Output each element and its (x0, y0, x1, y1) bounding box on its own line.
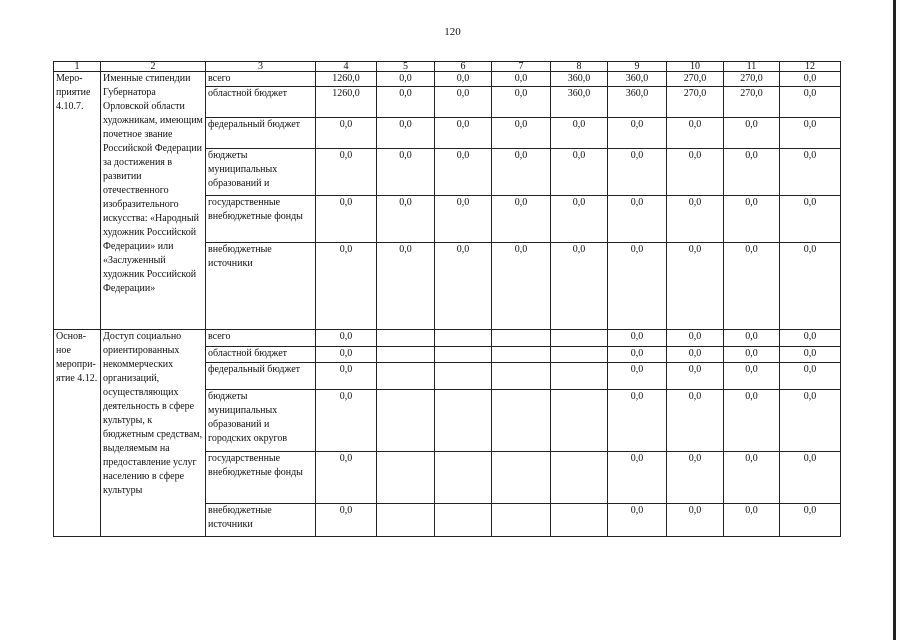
amount-cell: 270,0 (667, 72, 724, 87)
amount-cell: 0,0 (724, 390, 780, 452)
amount-cell: 0,0 (316, 196, 377, 243)
amount-cell: 0,0 (608, 196, 667, 243)
amount-cell: 0,0 (492, 87, 551, 118)
amount-cell: 0,0 (667, 363, 724, 390)
amount-cell: 0,0 (608, 243, 667, 330)
amount-cell: 0,0 (435, 243, 492, 330)
column-number: 2 (101, 62, 206, 72)
amount-cell (492, 504, 551, 537)
amount-cell: 0,0 (667, 390, 724, 452)
amount-cell: 0,0 (551, 149, 608, 196)
column-number: 1 (54, 62, 101, 72)
amount-cell: 360,0 (608, 87, 667, 118)
amount-cell: 0,0 (724, 149, 780, 196)
amount-cell: 0,0 (435, 149, 492, 196)
amount-cell: 0,0 (608, 149, 667, 196)
amount-cell: 0,0 (667, 149, 724, 196)
amount-cell: 0,0 (724, 196, 780, 243)
funding-source: областной бюджет (206, 347, 316, 363)
amount-cell: 0,0 (724, 452, 780, 504)
amount-cell: 0,0 (667, 243, 724, 330)
amount-cell: 0,0 (316, 452, 377, 504)
amount-cell: 1260,0 (316, 72, 377, 87)
amount-cell: 0,0 (492, 243, 551, 330)
amount-cell: 0,0 (316, 363, 377, 390)
funding-source: федеральный бюджет (206, 363, 316, 390)
amount-cell: 0,0 (551, 243, 608, 330)
amount-cell: 0,0 (492, 72, 551, 87)
column-number: 9 (608, 62, 667, 72)
funding-source: бюджеты муниципальных образований и (206, 149, 316, 196)
activity-code: Меро-приятие 4.10.7. (54, 72, 101, 330)
amount-cell: 0,0 (608, 347, 667, 363)
amount-cell: 0,0 (780, 330, 841, 347)
amount-cell (492, 347, 551, 363)
amount-cell: 0,0 (780, 504, 841, 537)
amount-cell: 0,0 (377, 243, 435, 330)
page-edge-rule (893, 0, 896, 640)
amount-cell: 0,0 (780, 452, 841, 504)
amount-cell: 0,0 (780, 72, 841, 87)
amount-cell (435, 330, 492, 347)
amount-cell (435, 504, 492, 537)
amount-cell: 0,0 (377, 149, 435, 196)
amount-cell: 0,0 (492, 118, 551, 149)
amount-cell (551, 347, 608, 363)
amount-cell (377, 363, 435, 390)
amount-cell: 0,0 (435, 196, 492, 243)
amount-cell: 0,0 (492, 196, 551, 243)
amount-cell: 0,0 (667, 347, 724, 363)
amount-cell: 0,0 (316, 347, 377, 363)
amount-cell: 0,0 (316, 504, 377, 537)
column-number: 12 (780, 62, 841, 72)
amount-cell (551, 330, 608, 347)
column-number: 4 (316, 62, 377, 72)
amount-cell: 360,0 (551, 87, 608, 118)
amount-cell: 0,0 (551, 196, 608, 243)
amount-cell (435, 347, 492, 363)
amount-cell (492, 390, 551, 452)
amount-cell: 0,0 (780, 363, 841, 390)
activity-name: Именные стипендии Губернатора Орловской области художникам, имеющим почетное звание Российской Федерации за достижения в развитии отечественного изобразительного искусства: «Народный художник Российской Федерации» или «Заслуженный художник Российской Федерации» (101, 72, 206, 330)
amount-cell: 0,0 (608, 504, 667, 537)
funding-source: государственные внебюджетные фонды (206, 452, 316, 504)
column-numbers-row (54, 62, 841, 72)
amount-cell: 0,0 (377, 196, 435, 243)
amount-cell (551, 504, 608, 537)
amount-cell: 0,0 (780, 390, 841, 452)
amount-cell: 0,0 (608, 118, 667, 149)
amount-cell: 0,0 (724, 363, 780, 390)
amount-cell (377, 330, 435, 347)
amount-cell: 0,0 (724, 118, 780, 149)
funding-source: внебюджетные источники (206, 504, 316, 537)
amount-cell: 0,0 (724, 347, 780, 363)
amount-cell (492, 452, 551, 504)
amount-cell: 0,0 (667, 118, 724, 149)
amount-cell (492, 330, 551, 347)
funding-source: областной бюджет (206, 87, 316, 118)
amount-cell (435, 452, 492, 504)
amount-cell: 0,0 (316, 118, 377, 149)
amount-cell: 0,0 (551, 118, 608, 149)
amount-cell (551, 452, 608, 504)
amount-cell: 0,0 (377, 118, 435, 149)
amount-cell: 0,0 (608, 452, 667, 504)
amount-cell (377, 390, 435, 452)
amount-cell: 0,0 (435, 118, 492, 149)
column-number: 7 (492, 62, 551, 72)
funding-source: федеральный бюджет (206, 118, 316, 149)
amount-cell: 0,0 (316, 390, 377, 452)
amount-cell: 0,0 (316, 330, 377, 347)
table-row (54, 330, 841, 347)
table-row (54, 72, 841, 87)
amount-cell: 0,0 (667, 330, 724, 347)
amount-cell: 270,0 (724, 72, 780, 87)
amount-cell (377, 452, 435, 504)
amount-cell (435, 390, 492, 452)
amount-cell: 0,0 (316, 149, 377, 196)
amount-cell: 0,0 (780, 149, 841, 196)
amount-cell: 0,0 (780, 347, 841, 363)
amount-cell: 0,0 (780, 243, 841, 330)
activity-code: Основ-ное меропри-ятие 4.12. (54, 330, 101, 537)
amount-cell: 0,0 (724, 243, 780, 330)
column-number: 11 (724, 62, 780, 72)
column-number: 8 (551, 62, 608, 72)
amount-cell: 270,0 (667, 87, 724, 118)
amount-cell: 0,0 (492, 149, 551, 196)
amount-cell: 360,0 (608, 72, 667, 87)
amount-cell (492, 363, 551, 390)
amount-cell: 0,0 (780, 196, 841, 243)
amount-cell: 270,0 (724, 87, 780, 118)
amount-cell: 0,0 (667, 504, 724, 537)
funding-source: внебюджетные источники (206, 243, 316, 330)
amount-cell: 0,0 (667, 452, 724, 504)
funding-source: всего (206, 330, 316, 347)
amount-cell: 0,0 (435, 72, 492, 87)
amount-cell: 0,0 (608, 330, 667, 347)
amount-cell (377, 504, 435, 537)
activity-name: Доступ социально ориентированных некоммерческих организаций, осуществляющих деятельность в сфере культуры, к бюджетным средствам, выделяемым на предоставление услуг населению в сфере культуры (101, 330, 206, 537)
amount-cell: 360,0 (551, 72, 608, 87)
amount-cell: 0,0 (377, 87, 435, 118)
amount-cell (551, 390, 608, 452)
amount-cell: 0,0 (608, 390, 667, 452)
amount-cell: 0,0 (724, 504, 780, 537)
amount-cell: 0,0 (316, 243, 377, 330)
budget-table (53, 61, 841, 537)
amount-cell: 0,0 (780, 87, 841, 118)
page-number: 120 (444, 26, 461, 38)
column-number: 10 (667, 62, 724, 72)
funding-source: бюджеты муниципальных образований и городских округов (206, 390, 316, 452)
amount-cell: 1260,0 (316, 87, 377, 118)
amount-cell: 0,0 (780, 118, 841, 149)
column-number: 6 (435, 62, 492, 72)
amount-cell: 0,0 (724, 330, 780, 347)
amount-cell: 0,0 (608, 363, 667, 390)
column-number: 5 (377, 62, 435, 72)
funding-source: государственные внебюджетные фонды (206, 196, 316, 243)
funding-source: всего (206, 72, 316, 87)
amount-cell (435, 363, 492, 390)
amount-cell: 0,0 (667, 196, 724, 243)
amount-cell: 0,0 (377, 72, 435, 87)
column-number: 3 (206, 62, 316, 72)
amount-cell: 0,0 (435, 87, 492, 118)
amount-cell (377, 347, 435, 363)
amount-cell (551, 363, 608, 390)
